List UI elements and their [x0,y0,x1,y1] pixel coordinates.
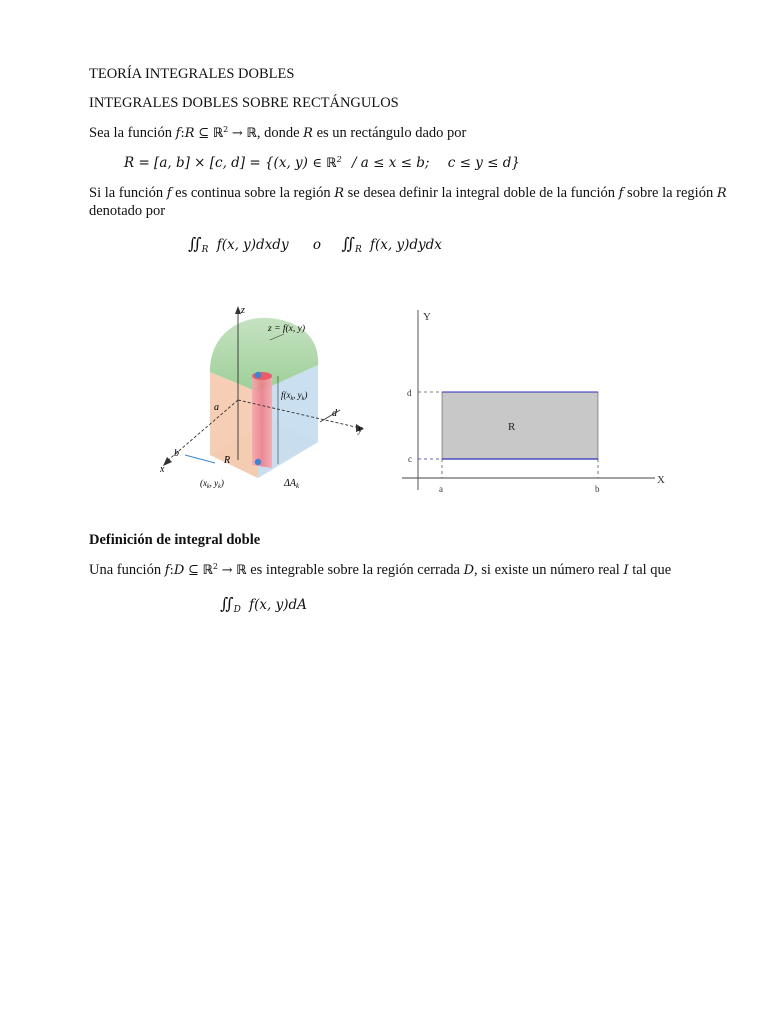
math-f: f [166,186,172,201]
b-label: b [595,484,600,494]
math-subset: ⊆ [198,126,210,141]
text-run: es un rectángulo dado por [316,125,467,141]
paragraph-integral-intro [89,185,727,202]
math-R: R [303,126,313,141]
paragraph-definition [89,562,671,579]
math-expr: f(x, y)dA [249,597,307,613]
text-run: se desea definir la integral doble de la función [347,185,615,201]
b-label: b [174,448,179,459]
d-label: d [407,388,412,398]
math-sub: k [301,396,305,402]
a-label: a [214,402,219,413]
text-run: tal que [632,562,672,578]
math-double-integral: ∬ [220,594,234,613]
math-reals: ℝ [202,563,213,578]
c-label: c [408,454,412,464]
x-axis-label: X [657,474,665,486]
math-f: f [175,126,181,141]
math-sub: k [295,482,300,490]
text-run: es integrable sobre la región cerrada [250,562,460,578]
math-sub: k [218,484,221,490]
math-subscript: R [354,245,362,255]
math-subset: ⊆ [187,563,199,578]
definition-title: Definición de integral doble [89,532,261,548]
math-subscript: D [233,605,241,615]
y-axis-label: y [358,424,363,435]
math-reals: ℝ [236,563,247,578]
section-title: INTEGRALES DOBLES SOBRE RECTÁNGULOS [89,95,399,111]
math-part: ΔA [284,478,296,489]
z-axis-label: z [241,305,245,316]
math-D: D [463,563,475,578]
math-I: I [623,563,629,578]
math-arrow: → [221,563,233,578]
math-or: o [312,237,322,253]
y-axis-label: Y [423,311,431,323]
prism-column [252,375,272,468]
text-run: Sea la función [89,125,172,141]
text-run: , donde [256,125,300,141]
math-reals: ℝ [246,126,257,141]
math-f: f [164,563,170,578]
math-f: f [618,186,624,201]
a-label: a [439,484,443,494]
text-run: es continua sobre la región [175,185,331,201]
equation-rectangle [124,155,520,171]
math-R: R [334,186,345,201]
math-colon: : [169,563,174,578]
surface-point [255,372,261,378]
math-sub: k [290,396,294,402]
math-R: R [184,126,195,141]
math-part: ) [304,390,308,400]
math-reals: ℝ [326,156,337,171]
math-in: ∈ [312,156,322,171]
math-part: , y [293,390,302,400]
base-point [255,459,261,465]
math-double-integral: ∬ [188,234,202,253]
math-double-integral: ∬ [341,234,355,253]
figure-3d-volume [150,298,372,494]
math-arrow: → [231,126,243,141]
math-reals: ℝ [212,126,224,141]
paragraph-function-definition [89,125,466,142]
math-exponent: 2 [336,155,342,164]
math-expr: f(x, y)dxdy [216,237,289,253]
text-run: Si la función [89,185,164,201]
math-subscript: R [201,245,209,255]
region-rectangle [442,392,598,459]
math-expr: f(x, y)dydx [370,237,442,253]
math-sub: k [207,484,210,490]
x-axis-label: x [160,464,165,475]
surface-label: z = f(x, y) [268,324,306,334]
math-part: (x [200,478,207,488]
region-label: R [508,421,516,433]
b-marker [185,455,215,463]
math-expr: / a ≤ x ≤ b; [351,155,430,171]
math-exponent: 2 [212,562,219,571]
math-R: R [716,186,727,201]
delta-area-label [283,478,300,490]
math-D: D [173,563,185,578]
math-expr: R = [a, b] × [c, d] = {(x, y) [124,155,308,171]
text-run: sobre la región [627,185,714,201]
equation-double-integrals [188,234,442,255]
figure-2d-rectangle [395,300,675,500]
paragraph-line: denotado por [89,203,166,219]
document-title: TEORÍA INTEGRALES DOBLES [89,66,295,82]
math-part: ) [220,478,224,488]
math-part: , y [209,478,219,488]
equation-double-integral-dA [220,594,307,615]
math-colon: : [180,126,185,141]
text-run: Una función [89,562,162,578]
math-exponent: 2 [223,125,229,134]
point-label [200,478,224,490]
d-label: d [332,408,337,419]
math-expr: c ≤ y ≤ d} [447,155,520,171]
region-label: R [224,455,231,466]
math-part: f(x [281,390,291,400]
d-pointer [320,410,340,422]
text-run: , si existe un número real [474,562,620,578]
